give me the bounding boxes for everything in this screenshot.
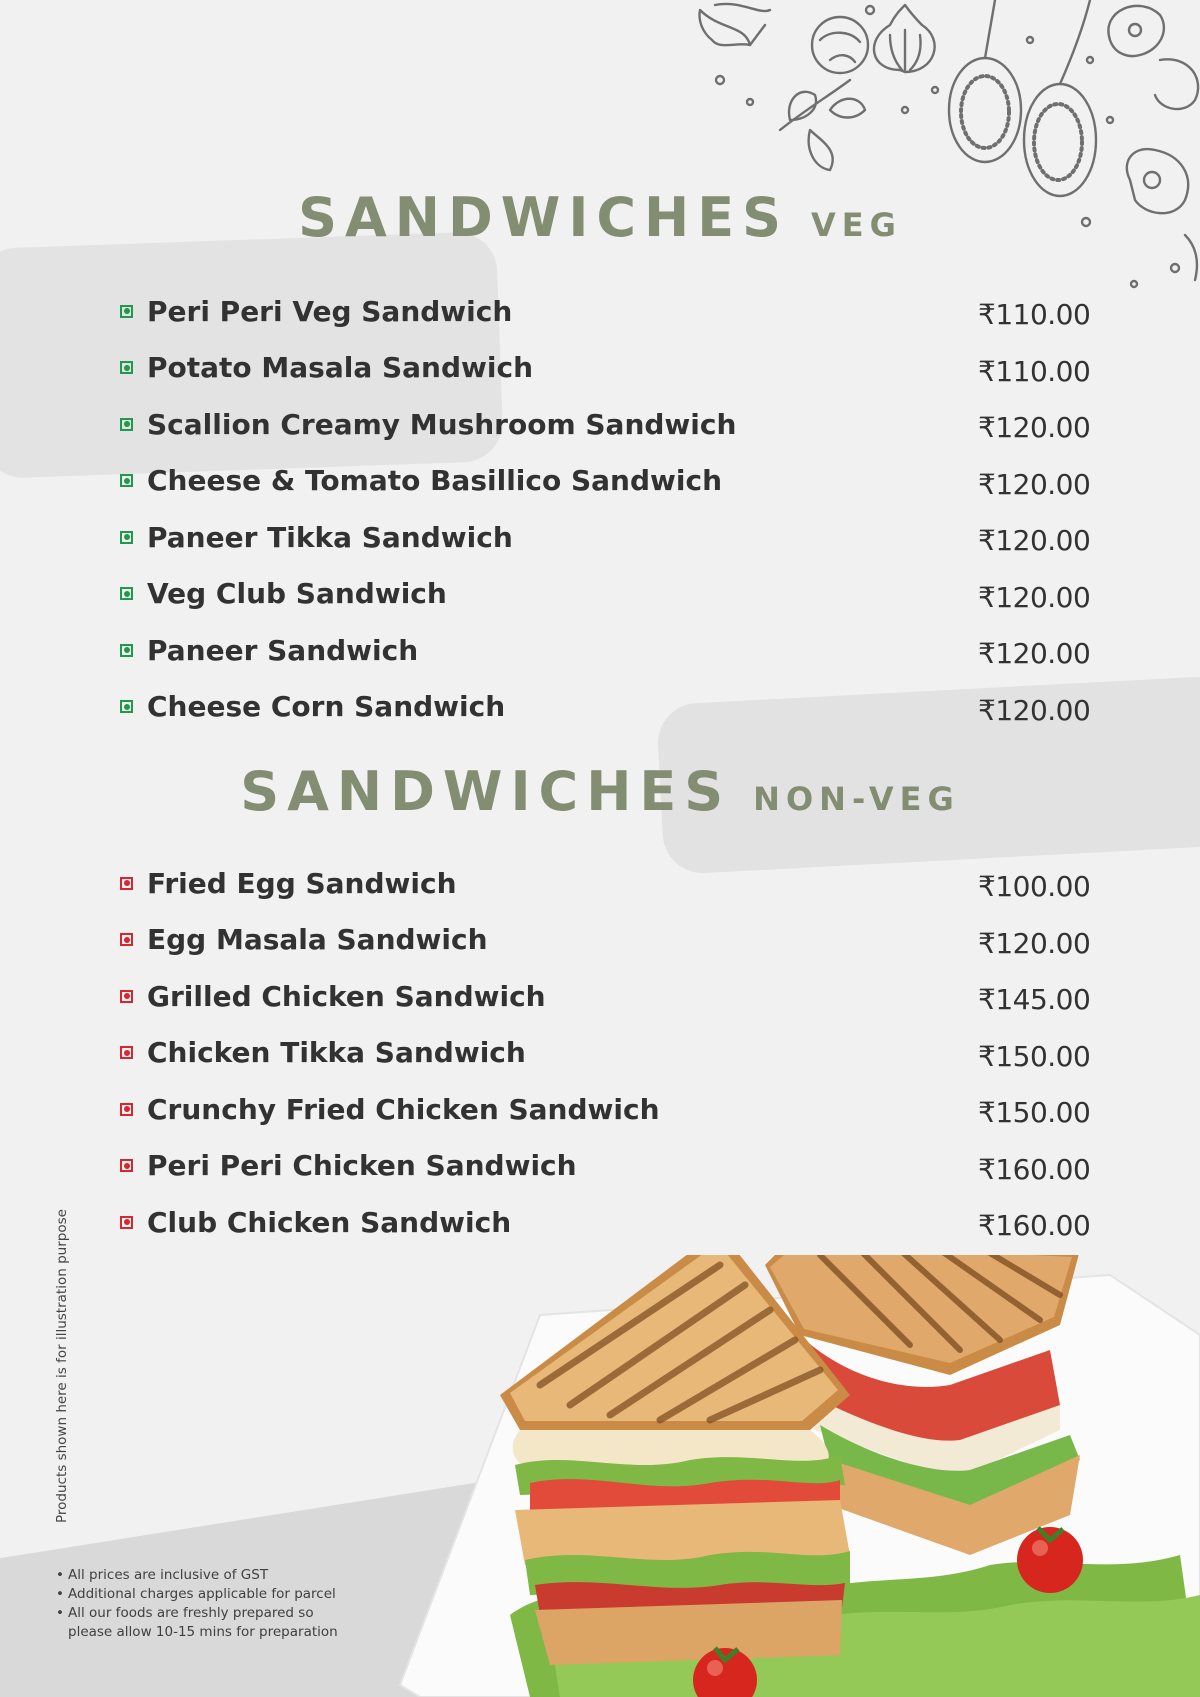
list-item xyxy=(120,1025,1090,1082)
item-price: ₹120.00 xyxy=(978,693,1091,727)
list-item xyxy=(120,340,1090,397)
item-price: ₹120.00 xyxy=(978,524,1091,558)
nonveg-section-heading xyxy=(0,760,1200,823)
item-name: Chicken Tikka Sandwich xyxy=(147,1036,526,1070)
item-price: ₹160.00 xyxy=(978,1209,1091,1243)
nonveg-section-subtitle: NON-VEG xyxy=(753,780,960,818)
list-item xyxy=(120,622,1090,679)
veg-indicator-icon xyxy=(120,474,133,487)
item-name: Paneer Tikka Sandwich xyxy=(147,520,513,554)
veg-indicator-icon xyxy=(120,700,133,713)
item-price: ₹120.00 xyxy=(978,637,1091,671)
item-name: Club Chicken Sandwich xyxy=(147,1205,512,1239)
item-price: ₹120.00 xyxy=(978,411,1091,445)
item-name: Veg Club Sandwich xyxy=(147,577,447,611)
nonveg-indicator-icon xyxy=(120,1159,133,1172)
item-price: ₹120.00 xyxy=(978,580,1091,614)
list-item xyxy=(120,1194,1090,1251)
item-name: Fried Egg Sandwich xyxy=(147,866,457,900)
item-name: Egg Masala Sandwich xyxy=(147,923,488,957)
veg-indicator-icon xyxy=(120,305,133,318)
item-price: ₹120.00 xyxy=(978,467,1091,501)
veg-indicator-icon xyxy=(120,587,133,600)
veg-section-subtitle: VEG xyxy=(811,206,902,244)
note-item: • All prices are inclusive of GST xyxy=(56,1566,436,1585)
nonveg-section-title: SANDWICHES xyxy=(240,760,732,823)
item-price: ₹120.00 xyxy=(978,926,1091,960)
item-name: Scallion Creamy Mushroom Sandwich xyxy=(147,407,737,441)
veg-section-title: SANDWICHES xyxy=(298,186,790,249)
nonveg-indicator-icon xyxy=(120,1046,133,1059)
footer-notes xyxy=(56,1566,436,1642)
club-sandwich-illustration xyxy=(390,1255,1200,1697)
note-item: • Additional charges applicable for parcel xyxy=(56,1585,436,1604)
item-price: ₹100.00 xyxy=(978,870,1091,904)
note-item: • All our foods are freshly prepared so xyxy=(56,1604,436,1623)
illustration-disclaimer: Products shown here is for illustration purpose xyxy=(54,1209,70,1523)
veg-indicator-icon xyxy=(120,418,133,431)
veg-section-heading xyxy=(0,186,1200,249)
item-name: Paneer Sandwich xyxy=(147,633,419,667)
item-name: Cheese & Tomato Basillico Sandwich xyxy=(147,464,722,498)
item-price: ₹150.00 xyxy=(978,1096,1091,1130)
list-item xyxy=(120,912,1090,969)
nonveg-indicator-icon xyxy=(120,990,133,1003)
list-item xyxy=(120,1138,1090,1195)
item-price: ₹150.00 xyxy=(978,1039,1091,1073)
nonveg-indicator-icon xyxy=(120,1103,133,1116)
item-name: Grilled Chicken Sandwich xyxy=(147,979,546,1013)
list-item xyxy=(120,855,1090,912)
veg-menu-list xyxy=(120,283,1090,735)
nonveg-indicator-icon xyxy=(120,1216,133,1229)
item-name: Potato Masala Sandwich xyxy=(147,351,533,385)
list-item xyxy=(120,968,1090,1025)
veg-indicator-icon xyxy=(120,644,133,657)
item-name: Crunchy Fried Chicken Sandwich xyxy=(147,1092,660,1126)
list-item xyxy=(120,1081,1090,1138)
nonveg-menu-list xyxy=(120,855,1090,1251)
item-name: Cheese Corn Sandwich xyxy=(147,690,506,724)
note-item: please allow 10-15 mins for preparation xyxy=(68,1624,338,1640)
nonveg-indicator-icon xyxy=(120,877,133,890)
list-item xyxy=(120,283,1090,340)
list-item xyxy=(120,566,1090,623)
veg-indicator-icon xyxy=(120,361,133,374)
list-item xyxy=(120,453,1090,510)
item-price: ₹110.00 xyxy=(978,354,1091,388)
item-price: ₹110.00 xyxy=(978,298,1091,332)
item-price: ₹160.00 xyxy=(978,1152,1091,1186)
item-price: ₹145.00 xyxy=(978,983,1091,1017)
veg-indicator-icon xyxy=(120,531,133,544)
item-name: Peri Peri Veg Sandwich xyxy=(147,294,513,328)
list-item xyxy=(120,396,1090,453)
nonveg-indicator-icon xyxy=(120,933,133,946)
list-item xyxy=(120,679,1090,736)
list-item xyxy=(120,509,1090,566)
item-name: Peri Peri Chicken Sandwich xyxy=(147,1149,577,1183)
